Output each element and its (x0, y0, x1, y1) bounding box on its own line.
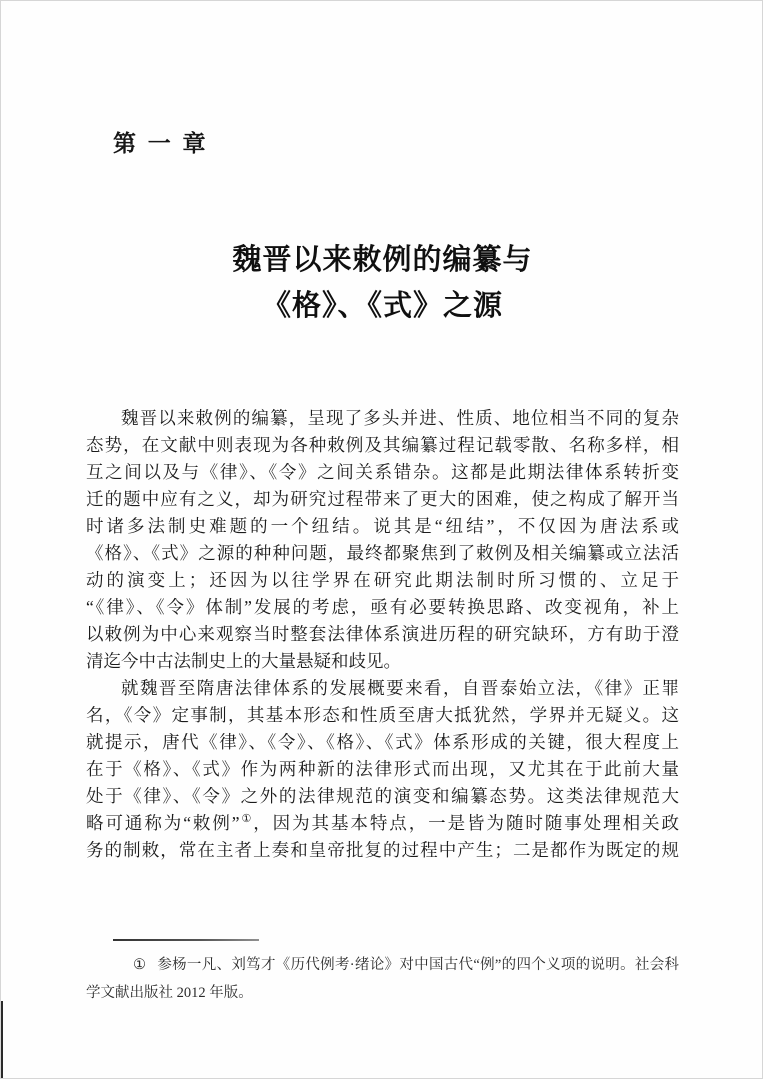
paragraph2-line: 就魏晋至隋唐法律体系的发展概要来看，自晋泰始立法，《律》正罪 (121, 678, 679, 698)
footnote-separator (113, 939, 259, 941)
body-text (86, 405, 679, 864)
paragraph2-line-text: 略可通称为“敕例” (86, 813, 240, 833)
paragraph2-line-text: ，因为其基本特点，一是皆为随时随事处理相关政 (253, 813, 679, 833)
footnote-marker: ① (133, 957, 147, 973)
paragraph1-line: 互之间以及与《律》、《令》之间关系错杂。这都是此期法律体系转折变 (86, 462, 679, 482)
footnote-line-text: 参杨一凡、刘笃才《历代例考·绪论》对中国古代“例”的四个义项的说明。社会科 (157, 957, 679, 973)
paragraph1-line: 《格》、《式》之源的种种问题，最终都聚焦到了敕例及相关编纂或立法活 (86, 543, 679, 563)
chapter-title (86, 237, 679, 329)
footnote-line (86, 951, 679, 979)
paragraph2-line: 在于《格》、《式》作为两种新的法律形式而出现，又尤其在于此前大量 (86, 759, 679, 779)
paragraph1-line: 清迄今中古法制史上的大量悬疑和歧见。 (86, 651, 401, 671)
footnote (86, 951, 679, 1007)
paragraph1-line: 迁的题中应有之义，却为研究过程带来了更大的困难，使之构成了解开当 (86, 489, 679, 509)
paragraph2-line: 处于《律》、《令》之外的法律规范的演变和编纂态势。这类法律规范大 (86, 786, 679, 806)
paragraph1-line: 态势，在文献中则表现为各种敕例及其编纂过程记载零散、名称多样，相 (86, 435, 679, 455)
paragraph2-line (86, 810, 679, 837)
paragraph1-line: 魏晋以来敕例的编纂，呈现了多头并进、性质、地位相当不同的复杂 (121, 408, 679, 428)
paragraph1-line: “《律》、《令》体制”发展的考虑，亟有必要转换思路、改变视角，补上 (86, 597, 679, 617)
footnote-line: 学文献出版社 2012 年版。 (86, 985, 253, 1001)
scan-edge-artifact (1, 1001, 3, 1079)
paragraph2-line: 就提示，唐代《律》、《令》、《格》、《式》体系形成的关键，很大程度上 (86, 732, 679, 752)
paragraph1-line: 时诸多法制史难题的一个纽结。说其是“纽结”，不仅因为唐法系或 (86, 516, 679, 536)
chapter-title-line1: 魏晋以来敕例的编纂与 (232, 244, 533, 276)
paragraph1-line: 动的演变上；还因为以往学界在研究此期法制时所习惯的、立足于 (86, 570, 679, 590)
paragraph2-line: 名，《令》定事制，其基本形态和性质至唐大抵犹然，学界并无疑义。这 (86, 705, 679, 725)
paragraph1-line: 以敕例为中心来观察当时整套法律体系演进历程的研究缺环，方有助于澄 (86, 624, 679, 644)
paragraph2-line: 务的制敕，常在主者上奏和皇帝批复的过程中产生；二是都作为既定的规 (86, 840, 679, 860)
chapter-heading: 第 一 章 (113, 131, 209, 156)
chapter-title-line2: 《格》、《式》之源 (261, 290, 503, 322)
footnote-reference-mark: ① (239, 813, 254, 826)
